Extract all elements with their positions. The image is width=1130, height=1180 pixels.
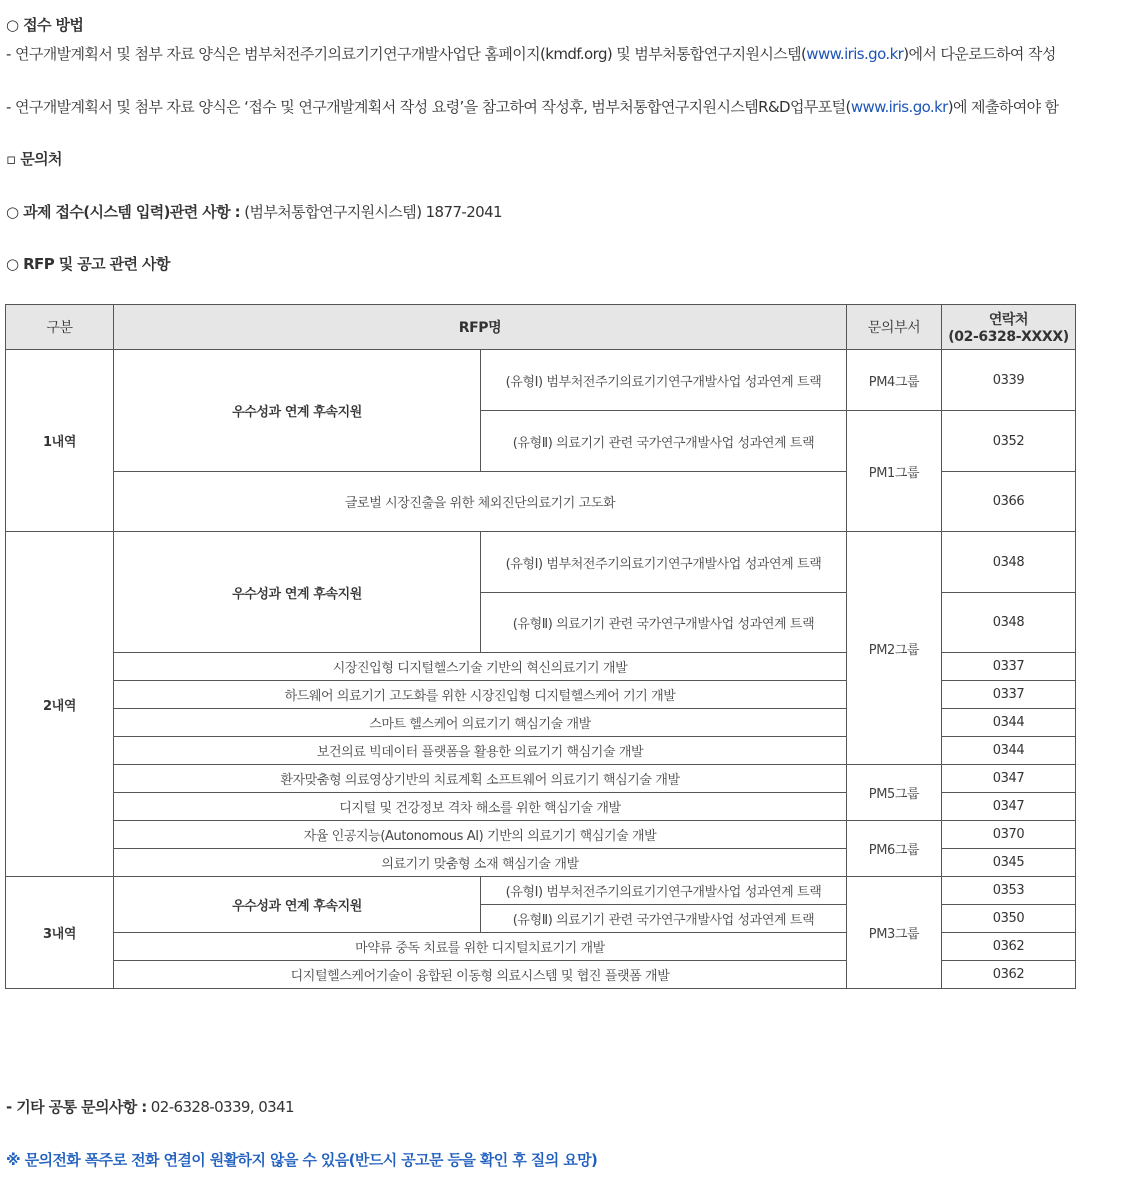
- line1-text-a: - 연구개발계획서 및 첨부 자료 양식은 범부처전주기의료기기연구개발사업단 홈페이지(kmdf.org) 및 범부처통합연구지원시스템(: [6, 45, 807, 63]
- rfp-name-cell: 환자맞춤형 의료영상기반의 치료계획 소프트웨어 의료기기 핵심기술 개발: [114, 765, 847, 793]
- dept-cell: PM5그룹: [847, 765, 942, 821]
- rfp-name-cell: 디지털헬스케어기술이 융합된 이동형 의료시스템 및 협진 플랫폼 개발: [114, 961, 847, 989]
- rfp-name-cell: (유형Ⅰ) 범부처전주기의료기기연구개발사업 성과연계 트랙: [481, 350, 847, 411]
- header-category: 구분: [6, 305, 114, 350]
- iris-link-1[interactable]: www.iris.go.kr: [806, 45, 904, 63]
- notice-text: ※ 문의전화 폭주로 전화 연결이 원활하지 않을 수 있음(반드시 공고문 등을 확인 후 질의 요망): [6, 1151, 598, 1169]
- header-contact-label: 연락처: [988, 312, 1029, 328]
- rfp-name-cell: 디지털 및 건강정보 격차 해소를 위한 핵심기술 개발: [114, 793, 847, 821]
- rfp-name-cell: (유형Ⅱ) 의료기기 관련 국가연구개발사업 성과연계 트랙: [481, 905, 847, 933]
- table-row: [6, 821, 1076, 849]
- contact-cell: 0337: [942, 681, 1076, 709]
- rfp-contact-table: [5, 304, 1076, 989]
- contact-cell: 0344: [942, 737, 1076, 765]
- contact-cell: 0353: [942, 877, 1076, 905]
- rfp-name-cell: 자율 인공지능(Autonomous AI) 기반의 의료기기 핵심기술 개발: [114, 821, 847, 849]
- line2-text-a: - 연구개발계획서 및 첨부 자료 양식은 ‘접수 및 연구개발계획서 작성 요령’을 참고하여 작성후, 범부처통합연구지원시스템R&D업무포털(: [6, 98, 851, 116]
- header-dept: 문의부서: [847, 305, 942, 350]
- rfp-name-cell: (유형Ⅱ) 의료기기 관련 국가연구개발사업 성과연계 트랙: [481, 411, 847, 472]
- contact-cell: 0366: [942, 472, 1076, 532]
- contact-cell: 0345: [942, 849, 1076, 877]
- contact-cell: 0344: [942, 709, 1076, 737]
- line2-text-b: )에 제출하여야 함: [947, 98, 1059, 116]
- rfp-heading: ○ RFP 및 공고 관련 사항: [6, 255, 170, 273]
- table-row: [6, 765, 1076, 793]
- rfp-name-cell: 마약류 중독 치료를 위한 디지털치료기기 개발: [114, 933, 847, 961]
- contact-cell: 0348: [942, 532, 1076, 593]
- receipt-method-line-2: [6, 96, 1059, 117]
- receipt-method-heading: ○ 접수 방법: [6, 16, 84, 34]
- other-inquiry-value: 02-6328-0339, 0341: [146, 1098, 294, 1116]
- contact-cell: 0362: [942, 933, 1076, 961]
- dept-cell: PM4그룹: [847, 350, 942, 411]
- contact-cell: 0337: [942, 653, 1076, 681]
- dept-cell: PM1그룹: [847, 411, 942, 532]
- rfp-name-cell: 하드웨어 의료기기 고도화를 위한 시장진입형 디지털헬스케어 기기 개발: [114, 681, 847, 709]
- contact-cell: 0347: [942, 793, 1076, 821]
- dept-cell: PM6그룹: [847, 821, 942, 877]
- system-inquiry-line: [6, 201, 502, 222]
- rfp-name-cell: 의료기기 맞춤형 소재 핵심기술 개발: [114, 849, 847, 877]
- dept-cell: PM3그룹: [847, 877, 942, 989]
- rfp-name-cell: 시장진입형 디지털헬스기술 기반의 혁신의료기기 개발: [114, 653, 847, 681]
- contact-cell: 0347: [942, 765, 1076, 793]
- rfp-name-cell: 보건의료 빅데이터 플랫폼을 활용한 의료기기 핵심기술 개발: [114, 737, 847, 765]
- line1-text-b: )에서 다운로드하여 작성: [903, 45, 1056, 63]
- inquiry-heading: ▫ 문의처: [6, 150, 62, 168]
- contact-cell: 0352: [942, 411, 1076, 472]
- track-cell: 1내역: [6, 350, 114, 532]
- system-inquiry-value: (범부처통합연구지원시스템) 1877-2041: [240, 203, 502, 221]
- follow-up-cell: 우수성과 연계 후속지원: [114, 877, 481, 933]
- header-contact-prefix: (02-6328-XXXX): [948, 329, 1069, 345]
- contact-cell: 0350: [942, 905, 1076, 933]
- iris-link-2[interactable]: www.iris.go.kr: [850, 98, 948, 116]
- rfp-name-cell: 글로벌 시장진출을 위한 체외진단의료기기 고도화: [114, 472, 847, 532]
- header-rfp-name: RFP명: [114, 305, 847, 350]
- follow-up-cell: 우수성과 연계 후속지원: [114, 350, 481, 472]
- receipt-method-line-1: [6, 43, 1056, 64]
- rfp-name-cell: (유형Ⅰ) 범부처전주기의료기기연구개발사업 성과연계 트랙: [481, 532, 847, 593]
- system-inquiry-label: ○ 과제 접수(시스템 입력)관련 사항 :: [6, 203, 241, 221]
- track-cell: 3내역: [6, 877, 114, 989]
- rfp-name-cell: (유형Ⅰ) 범부처전주기의료기기연구개발사업 성과연계 트랙: [481, 877, 847, 905]
- contact-cell: 0362: [942, 961, 1076, 989]
- contact-cell: 0339: [942, 350, 1076, 411]
- rfp-name-cell: (유형Ⅱ) 의료기기 관련 국가연구개발사업 성과연계 트랙: [481, 593, 847, 653]
- other-inquiry-label: - 기타 공통 문의사항 :: [6, 1098, 147, 1116]
- table-row: [6, 877, 1076, 905]
- table-row: [6, 350, 1076, 411]
- contact-cell: 0348: [942, 593, 1076, 653]
- follow-up-cell: 우수성과 연계 후속지원: [114, 532, 481, 653]
- other-inquiry-line: [6, 1096, 294, 1117]
- table-header-row: [6, 305, 1076, 350]
- contact-cell: 0370: [942, 821, 1076, 849]
- table-row: [6, 532, 1076, 593]
- header-contact: [942, 305, 1076, 350]
- track-cell: 2내역: [6, 532, 114, 877]
- dept-cell: PM2그룹: [847, 532, 942, 765]
- rfp-name-cell: 스마트 헬스케어 의료기기 핵심기술 개발: [114, 709, 847, 737]
